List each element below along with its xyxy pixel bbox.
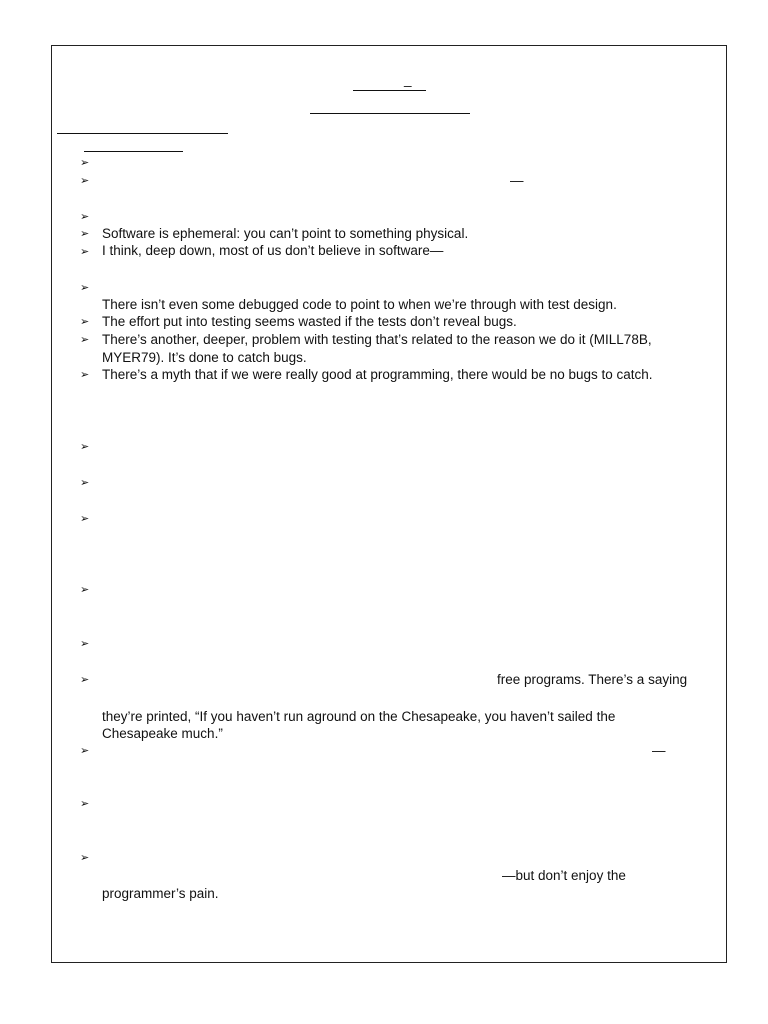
text-line: Software is ephemeral: you can’t point to something physical. [102,226,469,241]
bullet-icon: ➢ [80,157,90,169]
text-line: The effort put into testing seems wasted if the tests don’t reveal bugs. [102,314,517,329]
text-line: There’s a myth that if we were really good at programming, there would be no bugs to catch. [102,367,653,382]
text-line: Chesapeake much.” [102,726,223,741]
bullet-icon: ➢ [80,334,90,346]
text-line: I think, deep down, most of us don’t believe in software— [102,243,444,258]
title-dash: _ [404,72,412,87]
subtitle-underline [310,113,470,114]
line-dash: — [510,173,524,188]
bullet-icon: ➢ [80,211,90,223]
bullet-icon: ➢ [80,745,90,757]
title-underline [353,90,426,91]
bullet-icon: ➢ [80,441,90,453]
bullet-icon: ➢ [80,228,90,240]
text-line: programmer’s pain. [102,886,219,901]
document-page [51,45,727,963]
bullet-icon: ➢ [80,798,90,810]
bullet-icon: ➢ [80,638,90,650]
text-line: they’re printed, “If you haven’t run aground on the Chesapeake, you haven’t sailed the [102,709,616,724]
bullet-icon: ➢ [80,513,90,525]
line-dash: — [652,743,666,758]
text-line: MYER79). It’s done to catch bugs. [102,350,307,365]
bullet-icon: ➢ [80,246,90,258]
text-line: free programs. There’s a saying [497,672,688,687]
bullet-icon: ➢ [80,175,90,187]
bullet-icon: ➢ [80,316,90,328]
bullet-icon: ➢ [80,674,90,686]
subsection-heading-underline [84,151,183,152]
text-line: There’s another, deeper, problem with testing that’s related to the reason we do it (MILL78B, [102,332,652,347]
bullet-icon: ➢ [80,282,90,294]
section-heading-underline [57,133,228,134]
bullet-icon: ➢ [80,369,90,381]
bullet-icon: ➢ [80,584,90,596]
text-line: There isn’t even some debugged code to point to when we’re through with test design. [102,297,617,312]
bullet-icon: ➢ [80,477,90,489]
bullet-icon: ➢ [80,852,90,864]
text-line: —but don’t enjoy the [502,868,626,883]
